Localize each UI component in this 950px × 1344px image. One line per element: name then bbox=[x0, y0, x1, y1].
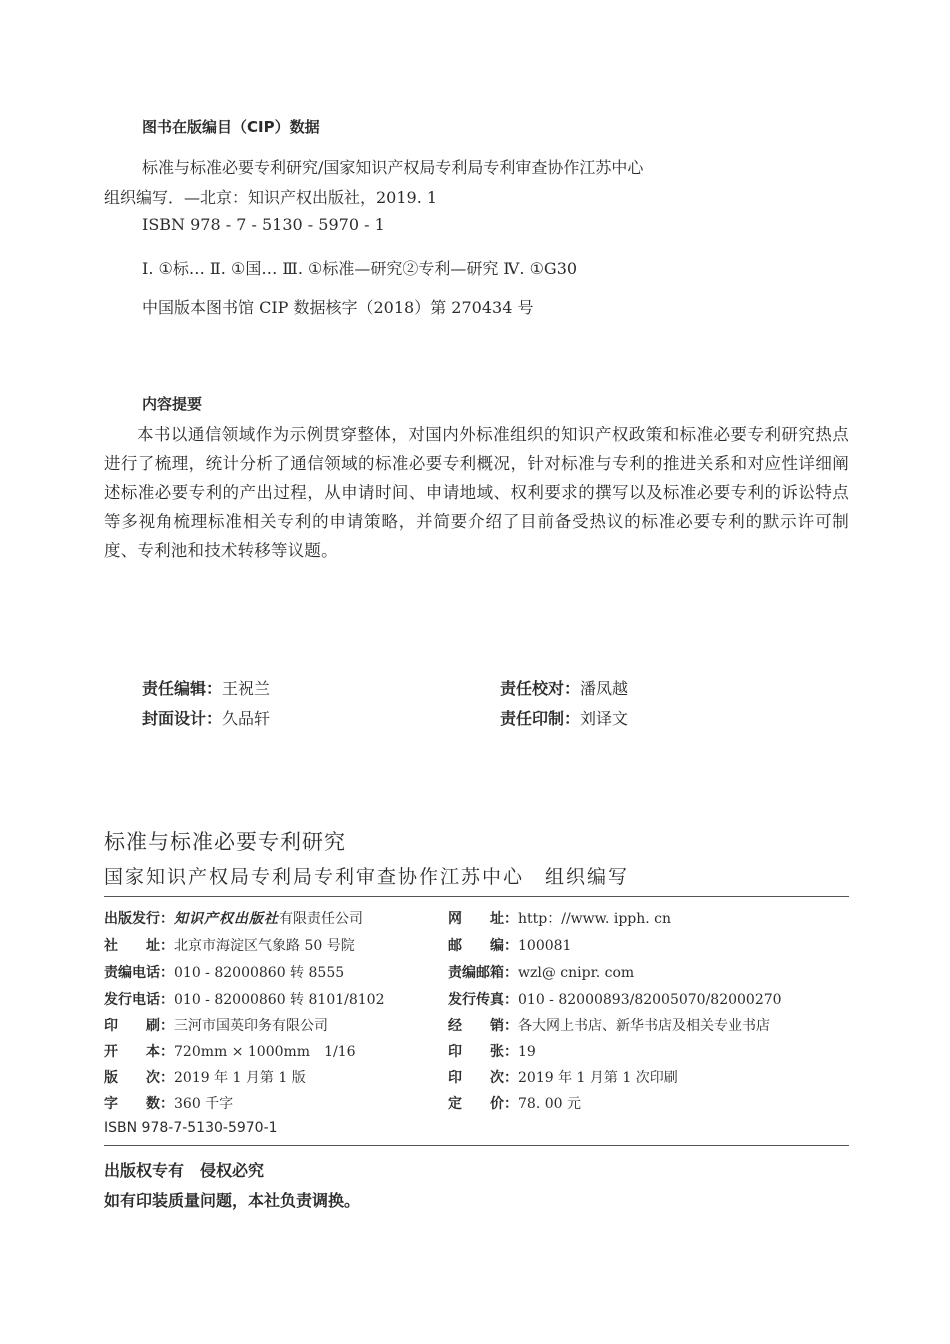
info-price bbox=[448, 1093, 581, 1113]
info-distributor-value: 各大网上书店、新华书店及相关专业书店 bbox=[518, 1018, 770, 1034]
cip-classification: Ⅰ. ①标… Ⅱ. ①国… Ⅲ. ①标准—研究②专利—研究 Ⅳ. ①G30 bbox=[142, 259, 578, 278]
info-words-label: 字 数： bbox=[104, 1096, 174, 1112]
isbn-bottom: ISBN 978-7-5130-5970-1 bbox=[104, 1120, 278, 1136]
info-dist-phone bbox=[104, 989, 385, 1009]
info-editor-phone bbox=[104, 962, 344, 982]
info-publisher-suffix: 有限责任公司 bbox=[279, 911, 363, 927]
info-edition-value: 2019 年 1 月第 1 版 bbox=[174, 1070, 306, 1086]
cip-number: 中国版本图书馆 CIP 数据核字（2018）第 270434 号 bbox=[142, 298, 534, 317]
info-publisher bbox=[104, 908, 363, 928]
info-impression-value: 2019 年 1 月第 1 次印刷 bbox=[518, 1070, 678, 1086]
info-editor-phone-label: 责编电话： bbox=[104, 965, 174, 981]
divider-bottom bbox=[104, 1145, 849, 1146]
book-title: 标准与标准必要专利研究 bbox=[104, 830, 346, 854]
info-dist-fax bbox=[448, 989, 782, 1009]
staff-proof bbox=[500, 676, 628, 699]
info-words-value: 360 千字 bbox=[174, 1096, 234, 1112]
info-format-value: 720mm × 1000mm 1/16 bbox=[174, 1044, 356, 1060]
cip-title-line1: 标准与标准必要专利研究/国家知识产权局专利局专利审查协作江苏中心 bbox=[142, 158, 644, 177]
staff-print bbox=[500, 706, 628, 729]
info-dist-fax-label: 发行传真： bbox=[448, 992, 518, 1008]
info-address-label: 社 址： bbox=[104, 938, 174, 954]
divider-top bbox=[104, 896, 849, 897]
staff-proof-value: 潘凤越 bbox=[580, 679, 629, 698]
book-author: 国家知识产权局专利局专利审查协作江苏中心 组织编写 bbox=[104, 866, 630, 888]
cip-title-line2: 组织编写．—北京：知识产权出版社，2019. 1 bbox=[104, 188, 438, 207]
staff-editor-label: 责任编辑： bbox=[142, 679, 223, 698]
info-editor-email-label: 责编邮箱： bbox=[448, 965, 518, 981]
info-format-label: 开 本： bbox=[104, 1044, 174, 1060]
info-address-value: 北京市海淀区气象路 50 号院 bbox=[174, 938, 355, 954]
info-printer-value: 三河市国英印务有限公司 bbox=[174, 1018, 328, 1034]
info-postcode bbox=[448, 935, 571, 955]
info-website bbox=[448, 908, 671, 928]
info-price-label: 定 价： bbox=[448, 1096, 518, 1112]
cip-isbn: ISBN 978 - 7 - 5130 - 5970 - 1 bbox=[142, 215, 385, 234]
info-publisher-label: 出版发行： bbox=[104, 911, 174, 927]
staff-editor-value: 王祝兰 bbox=[222, 679, 271, 698]
info-dist-phone-label: 发行电话： bbox=[104, 992, 174, 1008]
info-format bbox=[104, 1041, 356, 1061]
staff-cover-label: 封面设计： bbox=[142, 709, 223, 728]
staff-editor bbox=[142, 676, 270, 699]
info-edition bbox=[104, 1067, 306, 1087]
info-address bbox=[104, 935, 355, 955]
quality-notice: 如有印装质量问题，本社负责调换。 bbox=[104, 1191, 361, 1210]
publisher-logo: 知识产权出版社 bbox=[174, 911, 279, 927]
info-distributor-label: 经 销： bbox=[448, 1018, 518, 1034]
info-postcode-label: 邮 编： bbox=[448, 938, 518, 954]
info-sheets-label: 印 张： bbox=[448, 1044, 518, 1060]
staff-print-label: 责任印制： bbox=[500, 709, 581, 728]
info-impression bbox=[448, 1067, 678, 1087]
info-editor-email-value: wzl@ cnipr. com bbox=[518, 965, 635, 981]
info-sheets bbox=[448, 1041, 536, 1061]
summary-heading: 内容提要 bbox=[142, 395, 203, 413]
info-printer bbox=[104, 1015, 328, 1035]
info-dist-phone-value: 010 - 82000860 转 8101/8102 bbox=[174, 992, 385, 1008]
info-distributor bbox=[448, 1015, 770, 1035]
info-printer-label: 印 刷： bbox=[104, 1018, 174, 1034]
cip-heading: 图书在版编目（CIP）数据 bbox=[142, 118, 320, 136]
info-dist-fax-value: 010 - 82000893/82005070/82000270 bbox=[518, 992, 782, 1008]
info-impression-label: 印 次： bbox=[448, 1070, 518, 1086]
info-price-value: 78. 00 元 bbox=[518, 1096, 581, 1112]
staff-print-value: 刘译文 bbox=[580, 709, 629, 728]
info-website-label: 网 址： bbox=[448, 911, 518, 927]
staff-cover-value: 久品轩 bbox=[222, 709, 271, 728]
info-sheets-value: 19 bbox=[518, 1044, 536, 1060]
info-editor-phone-value: 010 - 82000860 转 8555 bbox=[174, 965, 345, 981]
copyright-notice: 出版权专有 侵权必究 bbox=[104, 1161, 265, 1180]
info-edition-label: 版 次： bbox=[104, 1070, 174, 1086]
staff-proof-label: 责任校对： bbox=[500, 679, 581, 698]
info-postcode-value: 100081 bbox=[518, 938, 572, 954]
info-editor-email bbox=[448, 962, 634, 982]
summary-body: 本书以通信领域作为示例贯穿整体，对国内外标准组织的知识产权政策和标准必要专利研究热点进行了梳理，统计分析了通信领域的标准必要专利概况，针对标准与专利的推进关系和对应性详细阐述标准必要专利的产出过程，从申请时间、申请地域、权利要求的撰写以及标准必要专利的诉讼特点等多视角梳理标准相关专利的申请策略，并简要介绍了目前备受热议的标准必要专利的默示许可制度、专利池和技术转移等议题。 bbox=[104, 425, 849, 560]
staff-cover bbox=[142, 706, 270, 729]
info-words bbox=[104, 1093, 233, 1113]
info-website-value: http：//www. ipph. cn bbox=[518, 911, 672, 927]
